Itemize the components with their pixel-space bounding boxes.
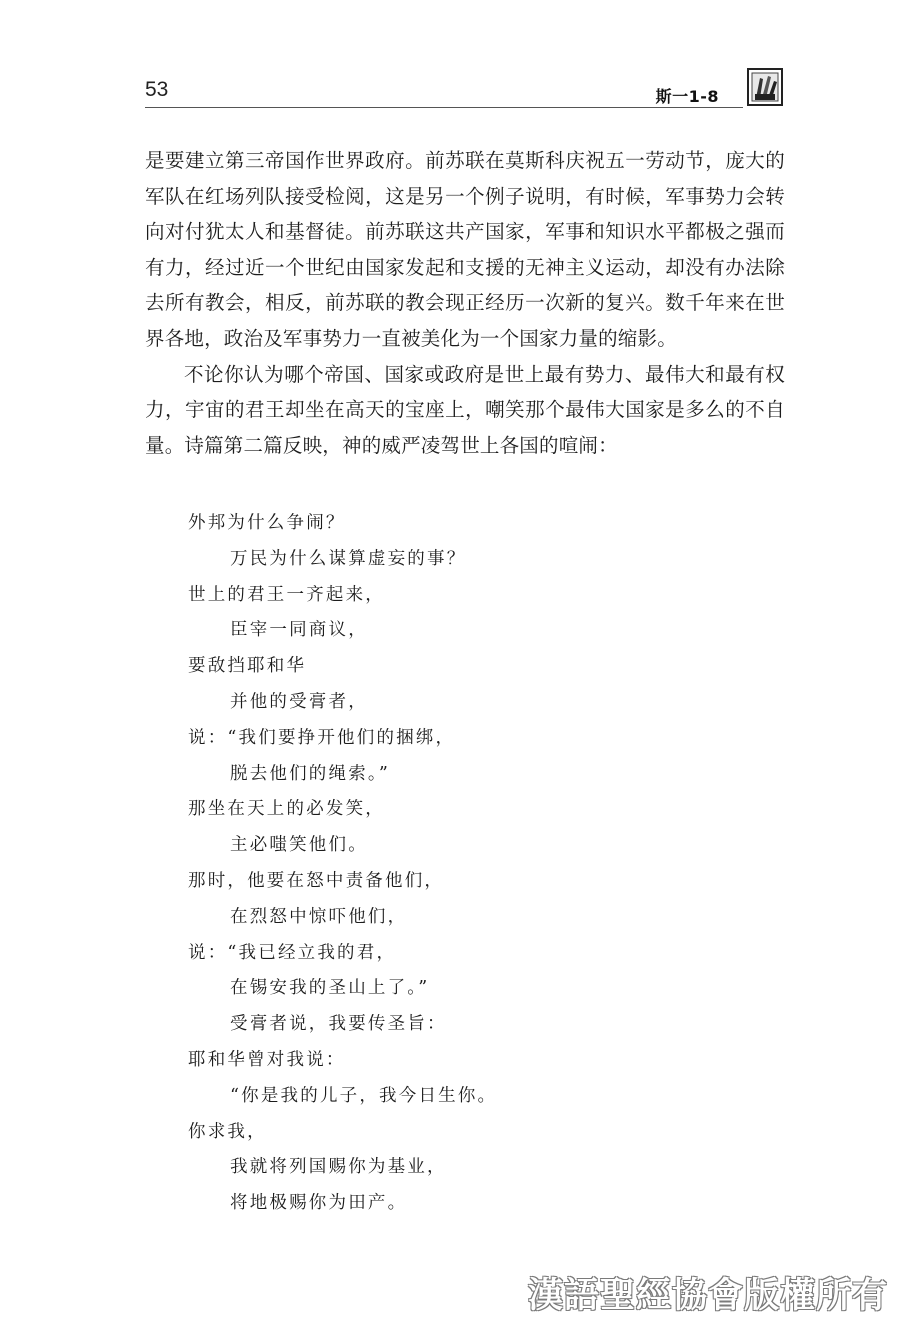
psalm-line: 脱去他们的绳索。” xyxy=(230,763,390,784)
psalm-line: 我就将列国赐你为基业， xyxy=(230,1157,447,1178)
body-text xyxy=(145,143,785,463)
page-header xyxy=(145,62,785,110)
psalm-line: 在烈怒中惊吓他们， xyxy=(230,906,408,927)
psalm-line: 在锡安我的圣山上了。” xyxy=(230,978,430,999)
psalm-line: 主必嗤笑他们。 xyxy=(230,835,368,856)
psalm-line: 万民为什么谋算虚妄的事？ xyxy=(230,548,467,569)
psalm-line: “你是我的儿子，我今日生你。 xyxy=(230,1085,498,1106)
pens-in-cup-icon xyxy=(747,68,783,106)
running-head: 斯一1-8 xyxy=(655,87,719,106)
paragraph: 是要建立第三帝国作世界政府。前苏联在莫斯科庆祝五一劳动节，庞大的军队在红场列队接受检阅，这是另一个例子说明，有时候，军事势力会转向对付犹太人和基督徒。前苏联这共产国家，军事和知识水平都极之强而有力，经过近一个世纪由国家发起和支援的无神主义运动，却没有办法除去所有教会，相反，前苏联的教会现正经历一次新的复兴。数千年来在世界各地，政治及军事势力一直被美化为一个国家力量的缩影。 xyxy=(145,149,785,350)
psalm-line: 那时，他要在怒中责备他们， xyxy=(188,870,445,891)
paragraph: 不论你认为哪个帝国、国家或政府是世上最有势力、最伟大和最有权力，宇宙的君王却坐在高天的宝座上，嘲笑那个最伟大国家是多么的不自量。诗篇第二篇反映，神的威严凌驾世上各国的喧闹： xyxy=(145,362,785,457)
psalm-line: 受膏者说，我要传圣旨： xyxy=(230,1014,447,1035)
psalm-line: 世上的君王一齐起来， xyxy=(188,584,385,605)
psalm-line: 说：“我们要挣开他们的捆绑， xyxy=(188,727,456,748)
psalm-line: 外邦为什么争闹？ xyxy=(188,513,346,533)
psalm-line: 臣宰一同商议， xyxy=(230,620,368,641)
psalm-line: 将地极赐你为田产。 xyxy=(230,1193,408,1214)
page-number: 53 xyxy=(145,78,169,101)
psalm-line: 耶和华曾对我说： xyxy=(188,1049,346,1070)
psalm-line: 说：“我已经立我的君， xyxy=(188,942,397,963)
psalm-line: 那坐在天上的必发笑， xyxy=(188,799,385,820)
header-rule xyxy=(145,107,743,108)
copyright-watermark: 漢語聖經協會版權所有 xyxy=(527,1276,888,1316)
psalm-line: 你求我， xyxy=(188,1121,267,1142)
psalm-line: 并他的受膏者， xyxy=(230,691,368,712)
psalm-quotation xyxy=(188,506,748,1222)
psalm-line: 要敌挡耶和华 xyxy=(188,656,307,677)
